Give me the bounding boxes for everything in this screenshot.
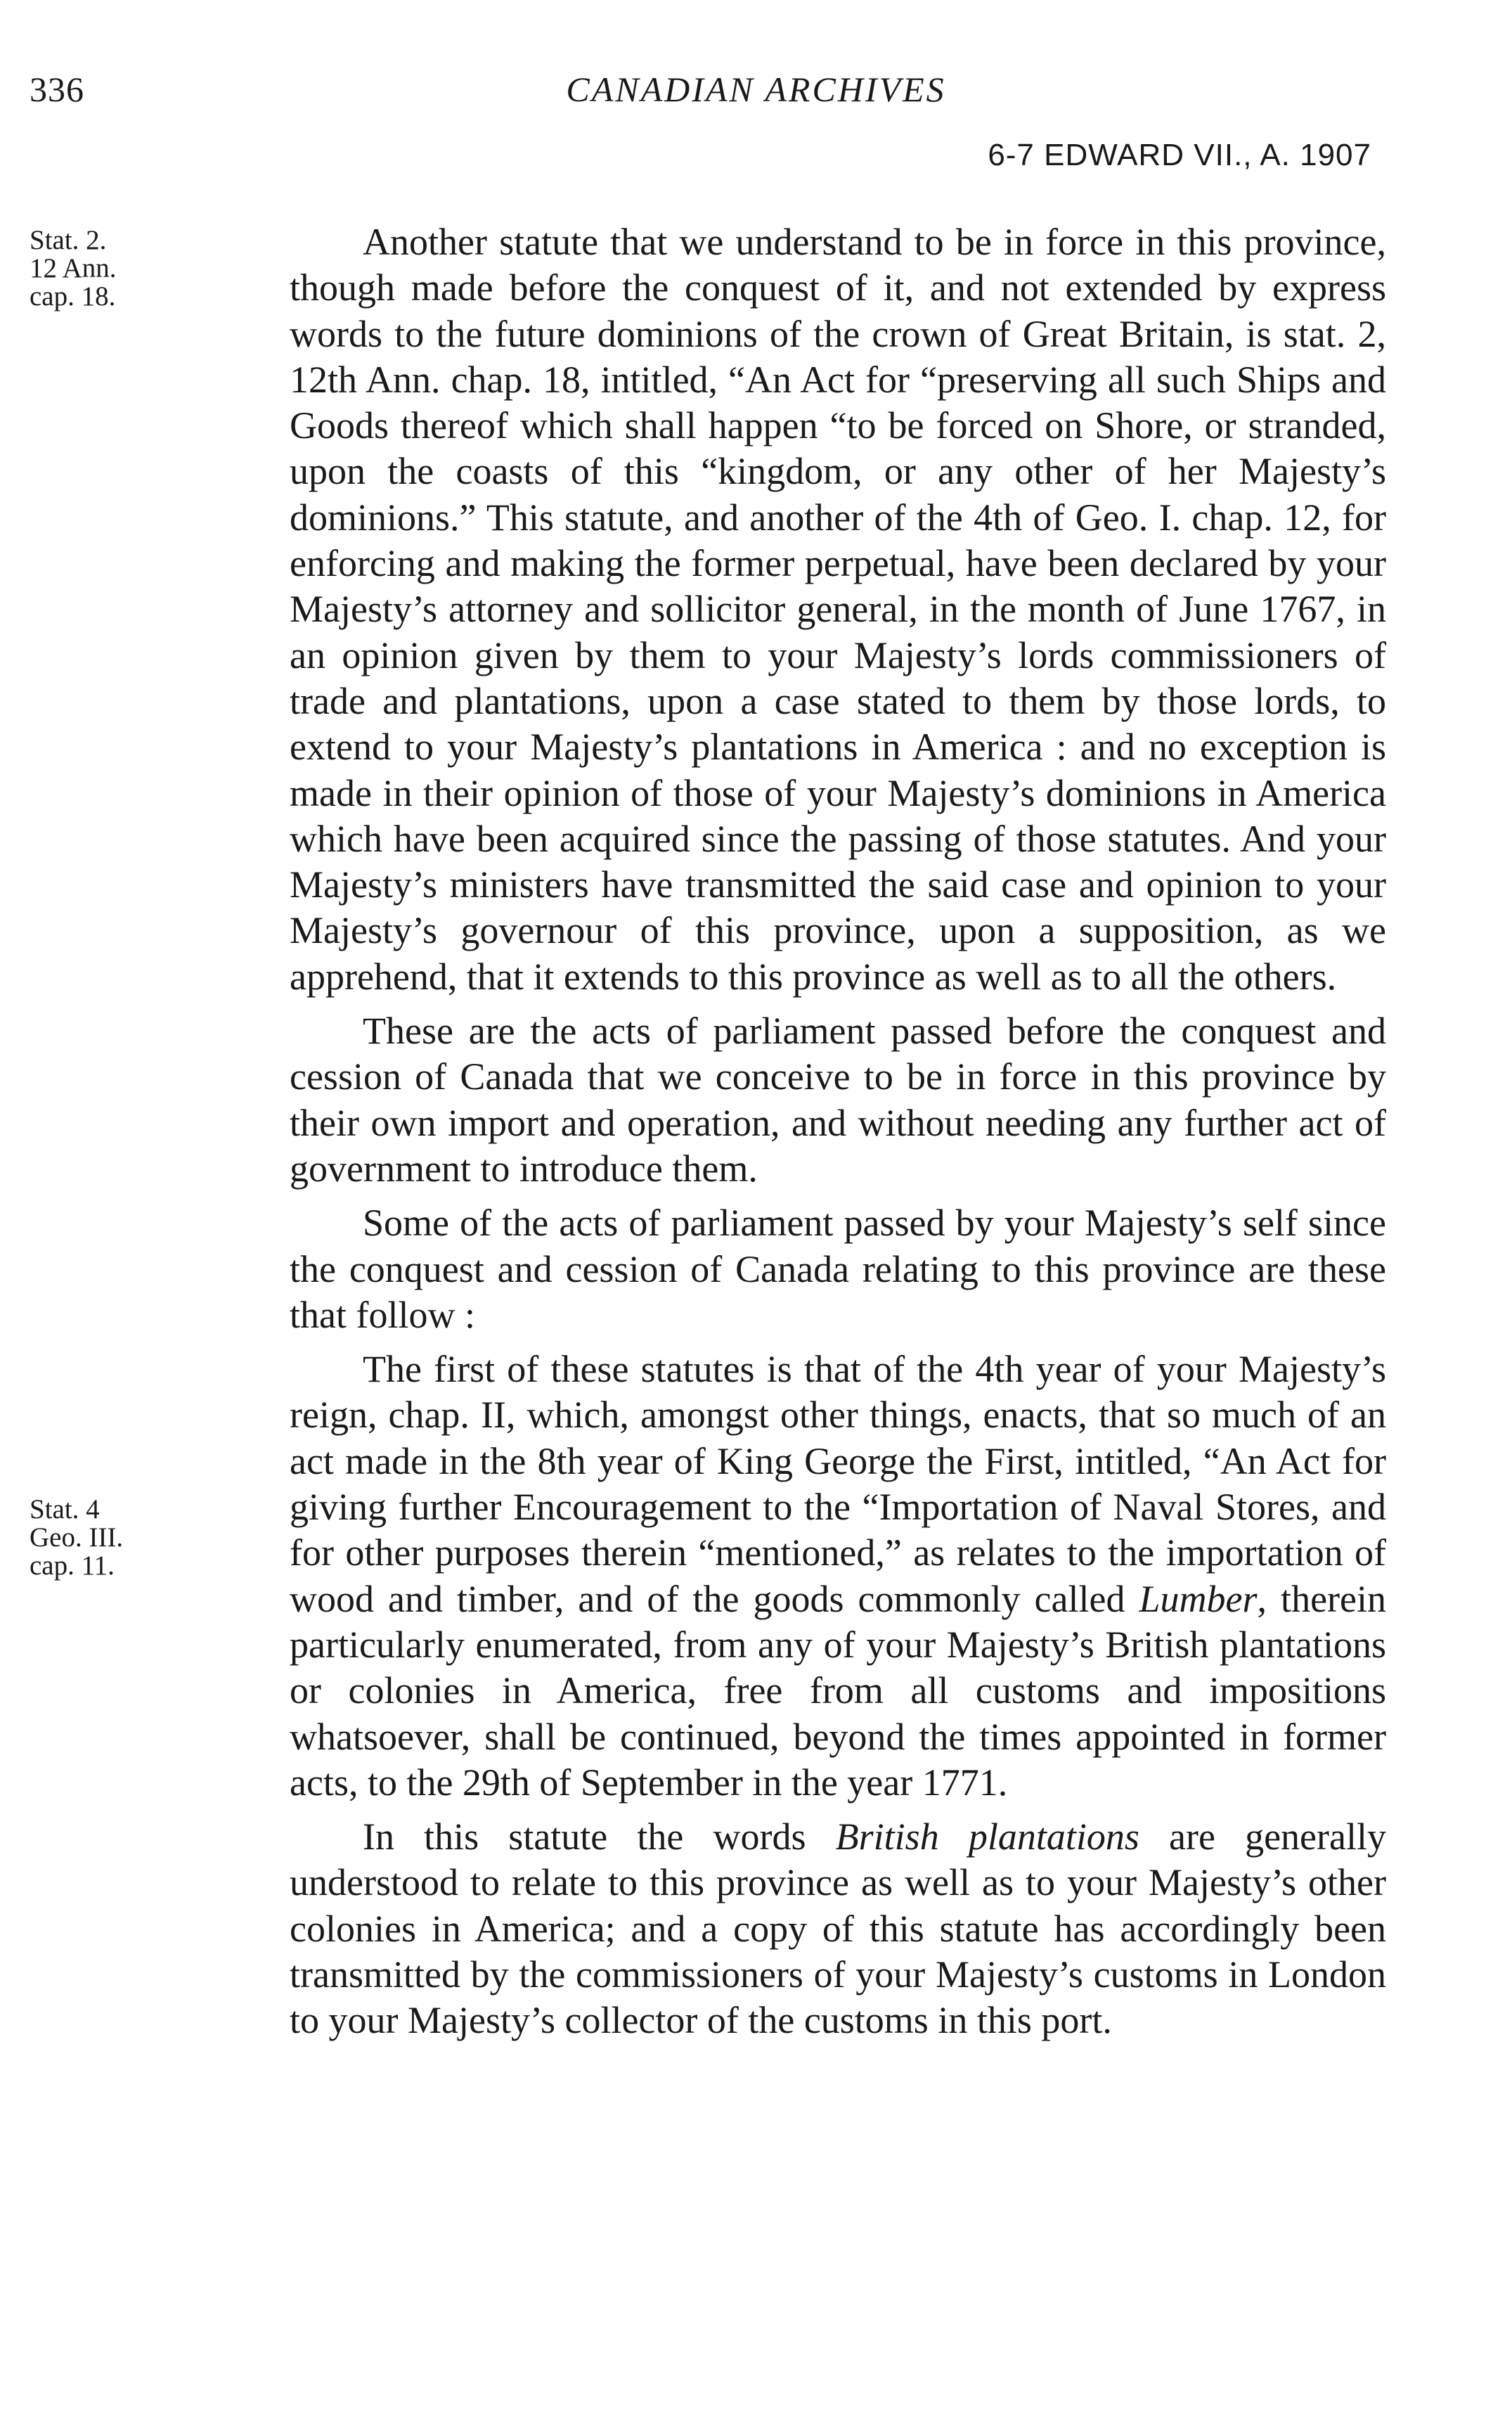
- paragraph-text: are generally understood to relate to this province as well as to your Majesty’s other colonies in America; and a copy of this statute has accordingly been transmitted by the commissioners of your Majesty’s customs in London to your Majesty’s collector of the customs in this port.: [290, 1816, 1386, 2042]
- italic-term: British plantations: [835, 1816, 1139, 1858]
- sidenote-stat-2-12-ann: [30, 226, 254, 311]
- paragraph: [290, 1814, 1386, 2043]
- paragraph: These are the acts of parliament passed before the conquest and cession of Canada that we conceive to be in force in this province by their own import and operation, and without needing any further act of government to introduce them.: [290, 1010, 1386, 1190]
- session-reference: 6-7 EDWARD VII., A. 1907: [988, 138, 1371, 172]
- sidenote-line: cap. 11.: [30, 1550, 115, 1581]
- paragraph: Another statute that we understand to be in force in this province, though made before the conquest of it, and not extended by express words to the future dominions of the crown of Great Britain, is stat. 2, 12th Ann. chap. 18, intitled, “An Act for “preserving all such Ships and Goods thereof which shall happen “to be forced on Shore, or stranded, upon the coasts of this “kingdom, or any other of her Majesty’s dominions.” This statute, and another of the 4th of Geo. I. chap. 12, for enforcing and making the former perpetual, have been declared by your Majesty’s attorney and sollicitor general, in the month of June 1767, in an opinion given by them to your Majesty’s lords commissioners of trade and plantations, upon a case stated to them by those lords, to extend to your Majesty’s plantations in America : and no exception is made in their opinion of those of your Majesty’s dominions in America which have been acquired since the passing of those statutes. And your Majesty’s ministers have transmitted the said case and opinion to your Majesty’s governour of this province, upon a supposition, as we apprehend, that it extends to this province as well as to all the others.: [290, 221, 1386, 998]
- italic-term: Lumber: [1139, 1577, 1258, 1620]
- sidenote-line: Stat. 4: [30, 1494, 100, 1524]
- paragraph: [290, 1347, 1386, 1806]
- page-number: 336: [30, 70, 84, 109]
- paragraph-text: In this statute the words: [363, 1816, 836, 1858]
- body-text: [290, 219, 1386, 2044]
- sidenote-line: Stat. 2.: [30, 225, 107, 255]
- paragraph-text: The first of these statutes is that of the 4th year of your Majesty’s reign, chap. II, which, amongst other things, enacts, that so much of an act made in the 8th year of King George the First, intitled, “An Act for giving further Encouragement to the “Importation of Naval Stores, and for other purposes therein “mentioned,” as relates to the importation of wood and timber, and of the goods commonly called: [290, 1348, 1386, 1620]
- sidenote-line: 12 Ann.: [30, 253, 117, 283]
- sidenote-line: Geo. III.: [30, 1522, 124, 1553]
- sidenote-line: cap. 18.: [30, 281, 116, 311]
- paragraph-text: , therein particularly enumerated, from any of your Majesty’s British plantations or colonies in America, free from all customs and impositions whatsoever, shall be continued, beyond the times appointed in former acts, to the 29th of September in the year 1771.: [290, 1577, 1386, 1804]
- running-title: CANADIAN ARCHIVES: [566, 70, 946, 109]
- paragraph: Some of the acts of parliament passed by your Majesty’s self since the conquest and cession of Canada relating to this province are these that follow :: [290, 1202, 1386, 1336]
- sidenote-stat-4-geo-iii: [30, 1496, 254, 1580]
